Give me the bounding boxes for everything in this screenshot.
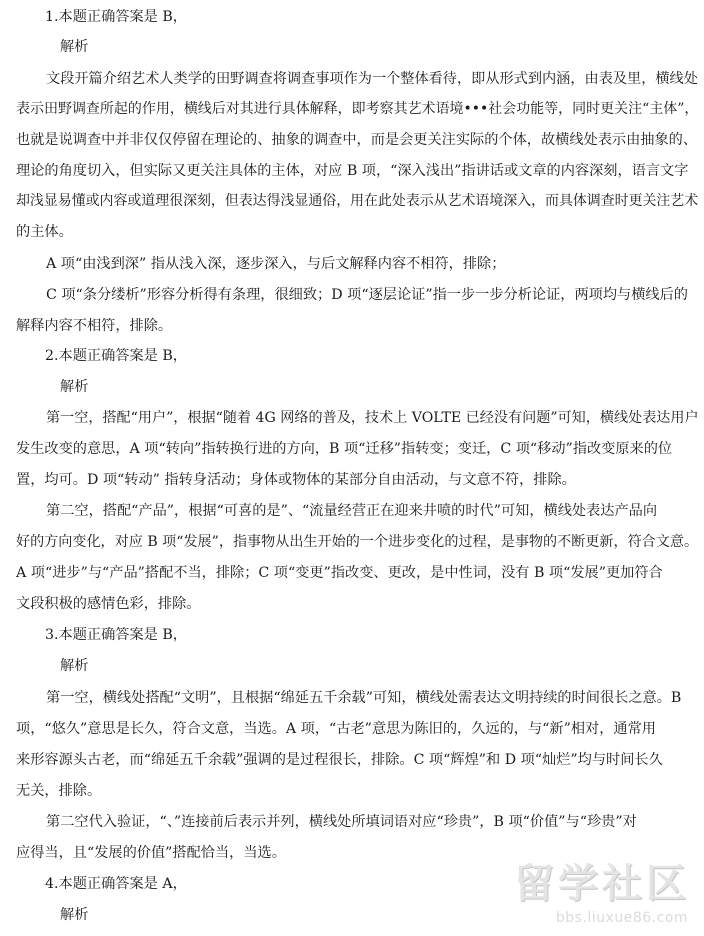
paragraph-line: C 项“条分缕析”形容分析得有条理，很细致；D 项“逐层论证”指一步一步分析论证，两项均与横线后的 <box>46 287 688 303</box>
paragraph-line: 也就是说调查中并非仅仅停留在理论的、抽象的调查中，而是会更关注实际的个体，故横线处表示由抽象的、 <box>16 132 698 148</box>
paragraph-line: 第一空，搭配“用户”，根据“随着 4G 网络的普及，技术上 VOLTE 已经没有问题”可知，横线处表达用户 <box>46 410 699 426</box>
answer-heading-3: 3.本题正确答案是 B， <box>45 627 187 643</box>
paragraph-line: 第一空，横线处搭配“文明”，且根据“绵延五千余载”可知，横线处需表达文明持续的时间很长之意。B <box>46 690 682 706</box>
paragraph-line: 发生改变的意思，A 项“转向”指转换行进的方向，B 项“迁移”指转变；变迁，C 项“移动”指改变原来的位 <box>16 441 673 457</box>
paragraph-line: 来形容源头古老，而“绵延五千余载”强调的是过程很长，排除。C 项“辉煌”和 D 项“灿烂”均与时间长久 <box>16 752 663 768</box>
paragraph-line: 好的方向变化，对应 B 项“发展”，指事物从出生开始的一个进步变化的过程，是事物的不断更新，符合文意。 <box>16 534 699 550</box>
watermark-title: 留学社区 <box>514 861 690 907</box>
paragraph-line: 第二空代入验证，“、”连接前后表示并列，横线处所填词语对应“珍贵”，B 项“价值”与“珍贵”对 <box>46 814 637 830</box>
paragraph-line: 置，均可。D 项“转动” 指转身活动；身体或物体的某部分自由活动，与文意不符，排除。 <box>16 472 576 488</box>
paragraph-line: A 项“进步”与“产品”搭配不当，排除；C 项“变更”指改变、更改，是中性词，没有 B 项“发展”更加符合 <box>16 565 663 581</box>
site-watermark <box>514 852 696 932</box>
analysis-label-1: 解析 <box>60 39 89 55</box>
analysis-label-3: 解析 <box>60 658 89 674</box>
paragraph-line: 第二空，搭配“产品”，根据“可喜的是”、“流量经营正在迎来井喷的时代”可知，横线处表达产品向 <box>46 503 658 519</box>
paragraph-line: 无关，排除。 <box>16 783 102 799</box>
paragraph-line: 表示田野调查所起的作用，横线后对其进行具体解释，即考察其艺术语境•••社会功能等，同时更关注“主体”， <box>16 101 699 117</box>
paragraph-line: 应得当，且“发展的价值”搭配恰当，当选。 <box>16 845 286 861</box>
paragraph-line: 却浅显易懂或内容或道理很深刻，但表达得浅显通俗，用在此处表示从艺术语境深入，而具体调查时更关注艺术 <box>16 193 699 209</box>
answer-heading-2: 2.本题正确答案是 B， <box>45 348 187 364</box>
paragraph-line: 文段开篇介绍艺术人类学的田野调查将调查事项作为一个整体看待，即从形式到内涵，由表及里，横线处 <box>46 71 698 87</box>
paragraph-line: 文段积极的感情色彩，排除。 <box>16 596 201 612</box>
analysis-label-2: 解析 <box>60 379 89 395</box>
analysis-label-4: 解析 <box>60 907 89 923</box>
answer-heading-1: 1.本题正确答案是 B， <box>45 9 187 25</box>
watermark-url: bbs.liuxue86.com <box>555 910 688 926</box>
answer-heading-4: 4.本题正确答案是 A， <box>45 876 187 892</box>
paragraph-line: 的主体。 <box>16 224 73 240</box>
paragraph-line: 解释内容不相符，排除。 <box>16 318 173 334</box>
paragraph-line: 项，“悠久”意思是长久，符合文意，当选。A 项，“古老”意思为陈旧的，久远的，与“新”相对，通常用 <box>16 721 656 737</box>
paragraph-line: A 项“由浅到深” 指从浅入深，逐步深入，与后文解释内容不相符，排除； <box>46 256 506 272</box>
paragraph-line: 理论的角度切入，但实际又更关注具体的主体，对应 B 项，“深入浅出”指讲话或文章的内容深刻，语言文字 <box>16 163 689 179</box>
